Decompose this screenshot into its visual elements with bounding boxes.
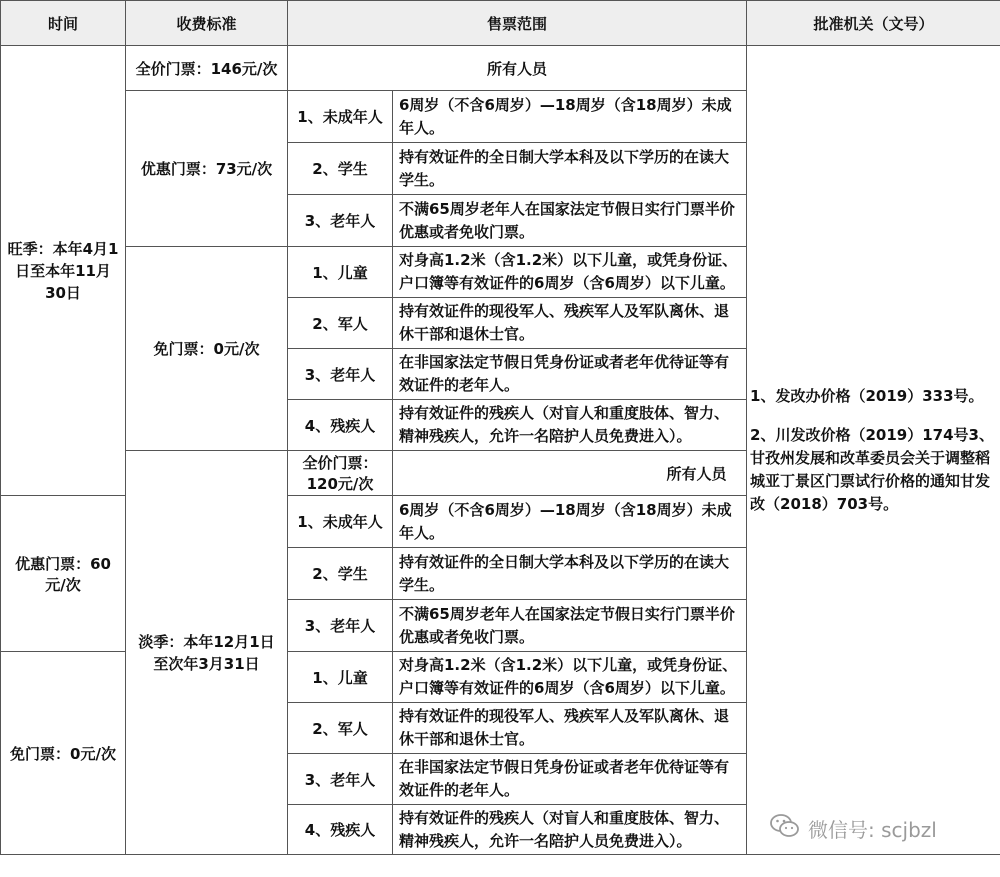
description-cell: 在非国家法定节假日凭身份证或者老年优待证等有效证件的老年人。 xyxy=(393,349,747,400)
wechat-watermark xyxy=(770,808,937,848)
full-scope-cell: 所有人员 xyxy=(393,451,1000,496)
season-time-cell: 旺季：本年4月1日至本年11月30日 xyxy=(1,46,126,496)
description-cell: 持有效证件的全日制大学本科及以下学历的在读大学生。 xyxy=(393,548,747,600)
description-cell: 对身高1.2米（含1.2米）以下儿童，或凭身份证、户口簿等有效证件的6周岁（含6周岁）以下儿童。 xyxy=(393,652,747,703)
category-cell: 2、学生 xyxy=(288,143,393,195)
description-cell: 持有效证件的残疾人（对盲人和重度肢体、智力、精神残疾人，允许一名陪护人员免费进入）。 xyxy=(393,400,747,451)
description-cell: 持有效证件的残疾人（对盲人和重度肢体、智力、精神残疾人，允许一名陪护人员免费进入）。 xyxy=(393,805,747,855)
category-cell: 2、学生 xyxy=(288,548,393,600)
full-scope-cell: 所有人员 xyxy=(288,46,747,91)
description-cell: 持有效证件的全日制大学本科及以下学历的在读大学生。 xyxy=(393,143,747,195)
category-cell: 3、老年人 xyxy=(288,195,393,247)
category-cell: 3、老年人 xyxy=(288,349,393,400)
watermark-text: 微信号: scjbzl xyxy=(808,817,937,842)
approval-line-2: 2、川发改价格（2019）174号3、甘孜州发展和改革委员会关于调整稻城亚丁景区门票试行价格的通知甘发改（2018）703号。 xyxy=(750,425,994,513)
discount-price-cell: 优惠门票：73元/次 xyxy=(126,91,288,247)
header-standard: 收费标准 xyxy=(126,1,288,46)
full-price-cell: 全价门票：120元/次 xyxy=(288,451,393,496)
description-cell: 持有效证件的现役军人、残疾军人及军队离休、退休干部和退休士官。 xyxy=(393,703,747,754)
description-cell: 对身高1.2米（含1.2米）以下儿童，或凭身份证、户口簿等有效证件的6周岁（含6周岁）以下儿童。 xyxy=(393,247,747,298)
approval-line-1: 1、发改办价格（2019）333号。 xyxy=(750,386,984,405)
category-cell: 4、残疾人 xyxy=(288,400,393,451)
category-cell: 3、老年人 xyxy=(288,754,393,805)
header-scope: 售票范围 xyxy=(288,1,747,46)
category-cell: 4、残疾人 xyxy=(288,805,393,855)
free-price-cell: 免门票：0元/次 xyxy=(126,247,288,451)
category-cell: 1、未成年人 xyxy=(288,91,393,143)
full-price-cell: 全价门票：146元/次 xyxy=(126,46,288,91)
description-cell: 持有效证件的现役军人、残疾军人及军队离休、退休干部和退休士官。 xyxy=(393,298,747,349)
category-cell: 1、儿童 xyxy=(288,652,393,703)
category-cell: 1、儿童 xyxy=(288,247,393,298)
table-header-row xyxy=(1,1,1000,46)
description-cell: 不满65周岁老年人在国家法定节假日实行门票半价优惠或者免收门票。 xyxy=(393,600,747,652)
category-cell: 1、未成年人 xyxy=(288,496,393,548)
wechat-icon xyxy=(770,813,800,844)
description-cell: 不满65周岁老年人在国家法定节假日实行门票半价优惠或者免收门票。 xyxy=(393,195,747,247)
season-time-cell: 淡季：本年12月1日至次年3月31日 xyxy=(126,451,288,855)
category-cell: 2、军人 xyxy=(288,703,393,754)
description-cell: 在非国家法定节假日凭身份证或者老年优待证等有效证件的老年人。 xyxy=(393,754,747,805)
header-approval: 批准机关（文号） xyxy=(747,1,1000,46)
description-cell: 6周岁（不含6周岁）—18周岁（含18周岁）未成年人。 xyxy=(393,496,747,548)
free-price-cell: 免门票：0元/次 xyxy=(1,652,126,855)
table-row xyxy=(1,46,1000,91)
discount-price-cell: 优惠门票：60元/次 xyxy=(1,496,126,652)
header-time: 时间 xyxy=(1,1,126,46)
category-cell: 3、老年人 xyxy=(288,600,393,652)
approval-cell xyxy=(747,46,1000,855)
category-cell: 2、军人 xyxy=(288,298,393,349)
description-cell: 6周岁（不含6周岁）—18周岁（含18周岁）未成年人。 xyxy=(393,91,747,143)
